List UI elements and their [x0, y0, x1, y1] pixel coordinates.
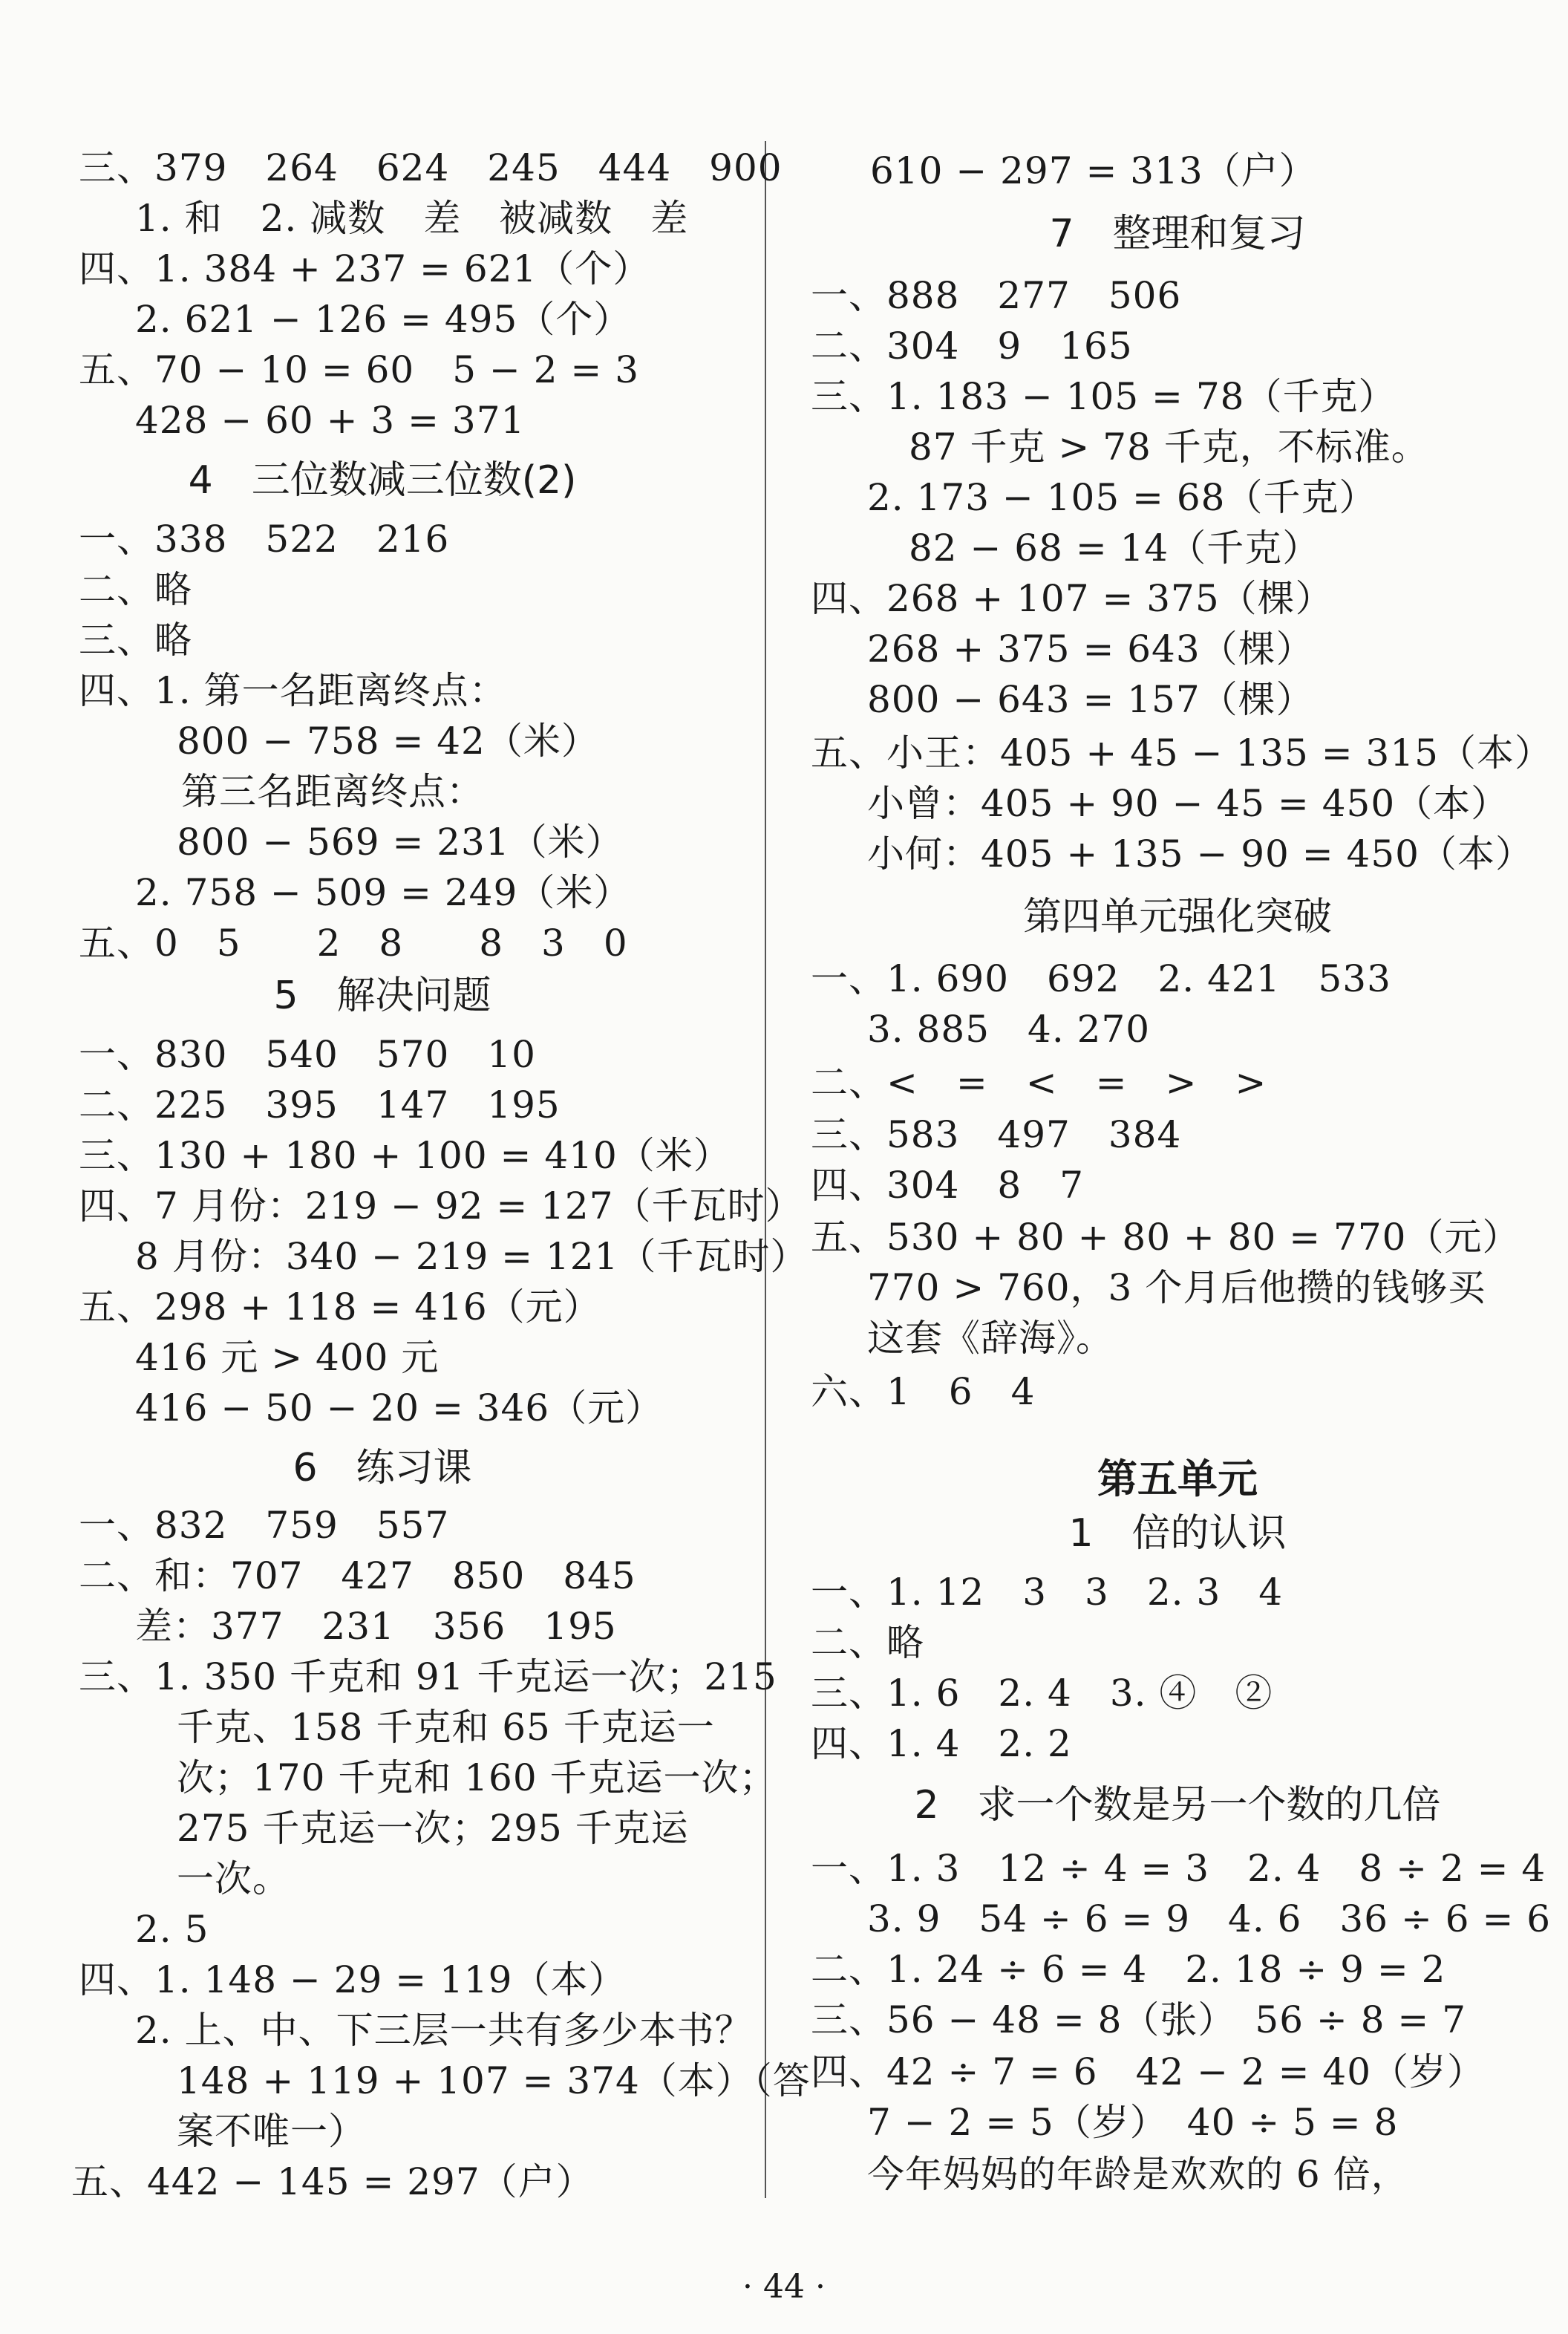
answer-line: 二、225 395 147 195 [79, 1083, 561, 1127]
answer-line: 五、小王：405 + 45 − 135 = 315（本） [811, 731, 1552, 775]
answer-line: 千克、158 千克和 65 千克运一 [177, 1706, 715, 1749]
answer-line: 四、268 + 107 = 375（棵） [811, 577, 1333, 620]
answer-line: 一、338 522 216 [79, 518, 450, 561]
answer-line: 416 元 > 400 元 [135, 1336, 440, 1379]
answer-line: 二、略 [811, 1621, 924, 1664]
section-heading: 6 练习课 [293, 1446, 472, 1490]
answer-line: 三、1. 183 − 105 = 78（千克） [811, 375, 1396, 418]
answer-line: 3. 9 54 ÷ 6 = 9 4. 6 36 ÷ 6 = 6 [867, 1897, 1552, 1940]
answer-line: 这套《辞海》。 [867, 1317, 1114, 1360]
answer-line: 416 − 50 − 20 = 346（元） [135, 1386, 664, 1430]
answer-line: 1. 和 2. 减数 差 被减数 差 [135, 197, 689, 240]
answer-line: 一、888 277 506 [811, 274, 1182, 317]
column-divider [765, 141, 766, 2198]
answer-line: 268 + 375 = 643（棵） [867, 627, 1314, 671]
answer-line: 今年妈妈的年龄是欢欢的 6 倍， [867, 2153, 1409, 2196]
answer-line: 800 − 569 = 231（米） [177, 821, 624, 864]
answer-line: 五、0 5 2 8 8 3 0 [79, 922, 628, 965]
section-heading: 7 整理和复习 [1049, 212, 1306, 256]
answer-line: 二、1. 24 ÷ 6 = 4 2. 18 ÷ 9 = 2 [811, 1948, 1446, 1991]
page-number: · 44 · [742, 2268, 826, 2306]
answer-line: 差：377 231 356 195 [135, 1605, 617, 1648]
answer-line: 小曾：405 + 90 − 45 = 450（本） [867, 782, 1509, 825]
answer-line: 二、略 [79, 568, 192, 611]
answer-line: 四、1. 4 2. 2 [811, 1722, 1072, 1765]
answer-line: 小何：405 + 135 − 90 = 450（本） [867, 832, 1533, 876]
answer-line: 800 − 758 = 42（米） [177, 720, 599, 763]
answer-line: 3. 885 4. 270 [867, 1008, 1151, 1051]
answer-line: 四、1. 148 − 29 = 119（本） [79, 1958, 627, 2001]
answer-line: 三、583 497 384 [811, 1113, 1182, 1156]
answer-line: 7 − 2 = 5（岁） 40 ÷ 5 = 8 [867, 2101, 1399, 2144]
answer-line: 四、1. 384 + 237 = 621（个） [79, 247, 651, 290]
answer-line: 610 − 297 = 313（户） [870, 149, 1317, 192]
unit-title: 第五单元 [1097, 1456, 1258, 1502]
answer-line: 8 月份：340 − 219 = 121（千瓦时） [135, 1235, 808, 1278]
answer-line: 428 − 60 + 3 = 371 [135, 399, 526, 442]
answer-line: 87 千克 > 78 千克，不标准。 [909, 426, 1429, 469]
answer-line: 次；170 千克和 160 千克运一次； [177, 1756, 777, 1799]
answer-line: 2. 173 − 105 = 68（千克） [867, 476, 1377, 519]
answer-line: 770 > 760，3 个月后他攒的钱够买 [867, 1266, 1486, 1309]
answer-line: 二、< = < = > > [811, 1061, 1267, 1104]
answer-line: 三、56 − 48 = 8（张） 56 ÷ 8 = 7 [811, 1998, 1467, 2041]
answer-line: 148 + 119 + 107 = 374（本）（答 [177, 2059, 811, 2102]
answer-line: 800 − 643 = 157（棵） [867, 678, 1314, 721]
answer-line: 案不唯一） [177, 2110, 366, 2153]
answer-line: 第三名距离终点： [181, 770, 484, 813]
answer-line: 五、442 − 145 = 297（户） [71, 2160, 594, 2203]
answer-line: 一、1. 690 692 2. 421 533 [811, 957, 1391, 1000]
answer-line: 五、298 + 118 = 416（元） [79, 1285, 601, 1329]
section-heading: 2 求一个数是另一个数的几倍 [914, 1783, 1441, 1828]
answer-line: 82 − 68 = 14（千克） [909, 527, 1321, 570]
answer-line: 四、1. 第一名距离终点： [79, 669, 507, 712]
answer-line: 275 千克运一次；295 千克运 [177, 1807, 689, 1850]
answer-line: 一、830 540 570 10 [79, 1033, 536, 1076]
answer-line: 五、530 + 80 + 80 + 80 = 770（元） [811, 1216, 1520, 1259]
answer-line: 2. 5 [135, 1908, 209, 1951]
answer-line: 二、和：707 427 850 845 [79, 1554, 636, 1597]
section-heading: 第四单元强化突破 [1022, 895, 1332, 939]
answer-line: 2. 621 − 126 = 495（个） [135, 298, 632, 341]
section-heading: 5 解决问题 [273, 974, 491, 1018]
answer-line: 五、70 − 10 = 60 5 − 2 = 3 [79, 348, 640, 391]
answer-line: 三、1. 6 2. 4 3. ④ ② [811, 1672, 1273, 1715]
answer-line: 三、379 264 624 245 444 900 [79, 146, 783, 189]
answer-line: 四、7 月份：219 − 92 = 127（千瓦时） [79, 1184, 803, 1228]
answer-line: 四、304 8 7 [811, 1164, 1085, 1207]
answer-line: 一、1. 3 12 ÷ 4 = 3 2. 4 8 ÷ 2 = 4 [811, 1847, 1546, 1890]
answer-line: 三、1. 350 千克和 91 千克运一次；215 [79, 1655, 777, 1698]
answer-line: 一次。 [177, 1857, 290, 1900]
section-heading: 1 倍的认识 [1068, 1511, 1287, 1556]
answer-line: 一、1. 12 3 3 2. 3 4 [811, 1571, 1284, 1614]
answer-line: 三、130 + 180 + 100 = 410（米） [79, 1134, 731, 1177]
answer-line: 2. 上、中、下三层一共有多少本书？ [135, 2009, 753, 2052]
section-heading: 4 三位数减三位数(2) [188, 458, 577, 503]
answer-line: 四、42 ÷ 7 = 6 42 − 2 = 40（岁） [811, 2050, 1486, 2093]
answer-line: 2. 758 − 509 = 249（米） [135, 871, 632, 914]
answer-line: 一、832 759 557 [79, 1504, 450, 1547]
answer-line: 三、略 [79, 619, 192, 662]
answer-line: 六、1 6 4 [811, 1370, 1036, 1413]
answer-line: 二、304 9 165 [811, 325, 1133, 368]
